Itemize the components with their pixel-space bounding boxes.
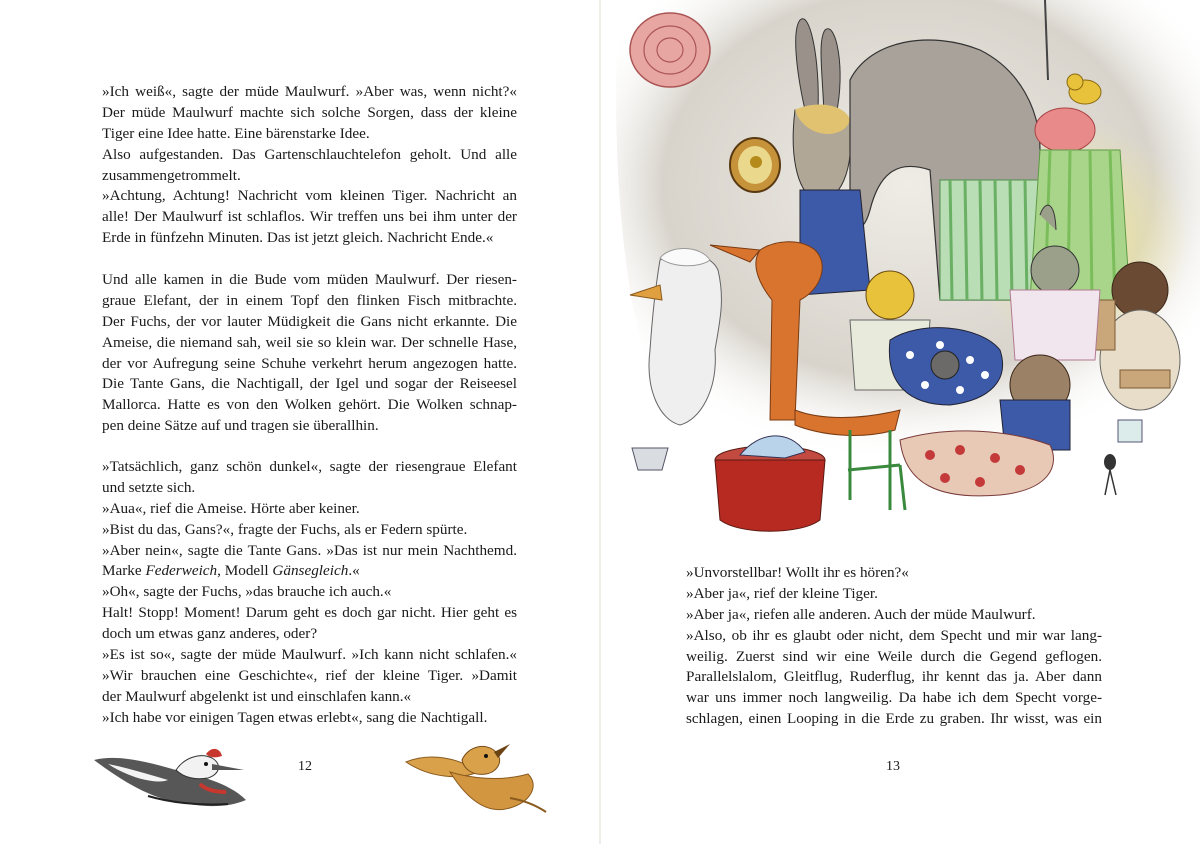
animal-party-illustration xyxy=(600,0,1200,540)
text-line: der Maulwurf abgelenkt ist und einschlafen kann.« xyxy=(102,687,412,705)
text-line: »Oh«, sagte der Fuchs, »das brauche ich auch.« xyxy=(102,583,392,601)
nightingale-icon xyxy=(400,738,550,820)
text-line: »Achtung, Achtung! Nachricht vom kleinen Tiger. Nachricht an xyxy=(102,187,517,205)
text-line: doch um etwas ganz anderes, oder? xyxy=(102,625,318,643)
text-line: Tiger eine Idee hatte. Eine bärenstarke Idee. xyxy=(102,124,370,142)
text-line: »Ich weiß«, sagte der müde Maulwurf. »Aber was, wenn nicht?« xyxy=(102,83,517,100)
marke-middle: , Modell xyxy=(217,562,273,580)
model-name: Gänsegleich xyxy=(272,562,349,580)
text-line: Der müde Maulwurf machte sich solche Sorgen, dass der kleine xyxy=(102,103,517,121)
text-line: Mallorca. Hatte es von den Wolken gehört. Die Wolken schnap- xyxy=(102,396,517,414)
text-line: »Tatsächlich, ganz schön dunkel«, sagte der riesengraue Elefant xyxy=(102,458,517,475)
text-line: »Wir brauchen eine Geschichte«, rief der kleine Tiger. »Damit xyxy=(102,666,517,684)
text-line: Und alle kamen in die Bude vom müden Maulwurf. Der riesen- xyxy=(102,271,517,288)
text-line: alle! Der Maulwurf ist schlaflos. Wir treffen uns bei ihm unter der xyxy=(102,208,517,226)
page-number: 13 xyxy=(886,759,900,774)
text-line: weilig. Zuerst sind wir eine Weile durch die Gegend geflogen. xyxy=(686,647,1102,665)
text-line: Der Fuchs, der vor lauter Müdigkeit die Gans nicht erkannte. Die xyxy=(102,312,517,330)
text-line: »Aber ja«, riefen alle anderen. Auch der müde Maulwurf. xyxy=(686,605,1036,623)
text-line: Ameise, die niemand sah, weil sie so klein war. Der schnelle Hase, xyxy=(102,333,517,351)
marke-suffix: .« xyxy=(348,562,360,580)
woodpecker-icon xyxy=(88,740,253,820)
right-page xyxy=(600,0,1200,844)
brand-name: Federweich xyxy=(145,562,218,580)
text-line: Also aufgestanden. Das Gartenschlauchtelefon geholt. Und alle xyxy=(102,145,517,163)
text-line: Die Tante Gans, die Nachtigall, der Igel und sogar der Reiseesel xyxy=(102,375,517,393)
text-line: Erde in fünfzehn Minuten. Das ist jetzt gleich. Nachricht Ende.« xyxy=(102,229,494,247)
text-line: war uns immer noch langweilig. Da habe ich dem Specht vorge- xyxy=(686,689,1102,707)
text-line: zusammengetrommelt. xyxy=(102,166,241,184)
paragraph-right xyxy=(686,563,1102,730)
text-line: graue Elefant, der in einem Topf den flinken Fisch mitbrachte. xyxy=(102,291,517,309)
paragraph-3 xyxy=(102,457,517,729)
text-line: und setzte sich. xyxy=(102,478,196,496)
text-line: »Also, ob ihr es glaubt oder nicht, dem Specht und mir war lang- xyxy=(686,626,1102,644)
paragraph-1 xyxy=(102,82,517,249)
text-line: Halt! Stopp! Moment! Darum geht es doch gar nicht. Hier geht es xyxy=(102,604,517,622)
text-line: »Bist du das, Gans?«, fragte der Fuchs, als er Federn spürte. xyxy=(102,520,468,538)
text-line: »Unvorstellbar! Wollt ihr es hören?« xyxy=(686,564,909,581)
paragraph-2 xyxy=(102,270,517,437)
text-line: Parallelslalom, Gleitflug, Ruderflug, ihr kennt das ja. Aber dann xyxy=(686,668,1102,686)
text-line: »Ich habe vor einigen Tagen etwas erlebt«, sang die Nachtigall. xyxy=(102,708,488,726)
text-line: »Aber ja«, rief der kleine Tiger. xyxy=(686,584,878,602)
text-line: pen deine Sätze auf und tragen sie überallhin. xyxy=(102,417,379,435)
text-line: »Aua«, rief die Ameise. Hörte aber keiner. xyxy=(102,499,360,517)
marke-prefix: Marke xyxy=(102,562,146,580)
text-line: der vor Aufregung seine Schuhe verkehrt herum angezogen hatte. xyxy=(102,354,517,372)
text-line: »Es ist so«, sagte der müde Maulwurf. »Ich kann nicht schlafen.« xyxy=(102,646,517,664)
page-number: 12 xyxy=(298,759,312,774)
marke-line xyxy=(102,561,517,582)
text-line: schlagen, einen Looping in die Erde zu graben. Ihr wisst, was ein xyxy=(686,710,1102,728)
text-line: »Aber nein«, sagte die Tante Gans. »Das ist nur mein Nachthemd. xyxy=(102,541,517,559)
